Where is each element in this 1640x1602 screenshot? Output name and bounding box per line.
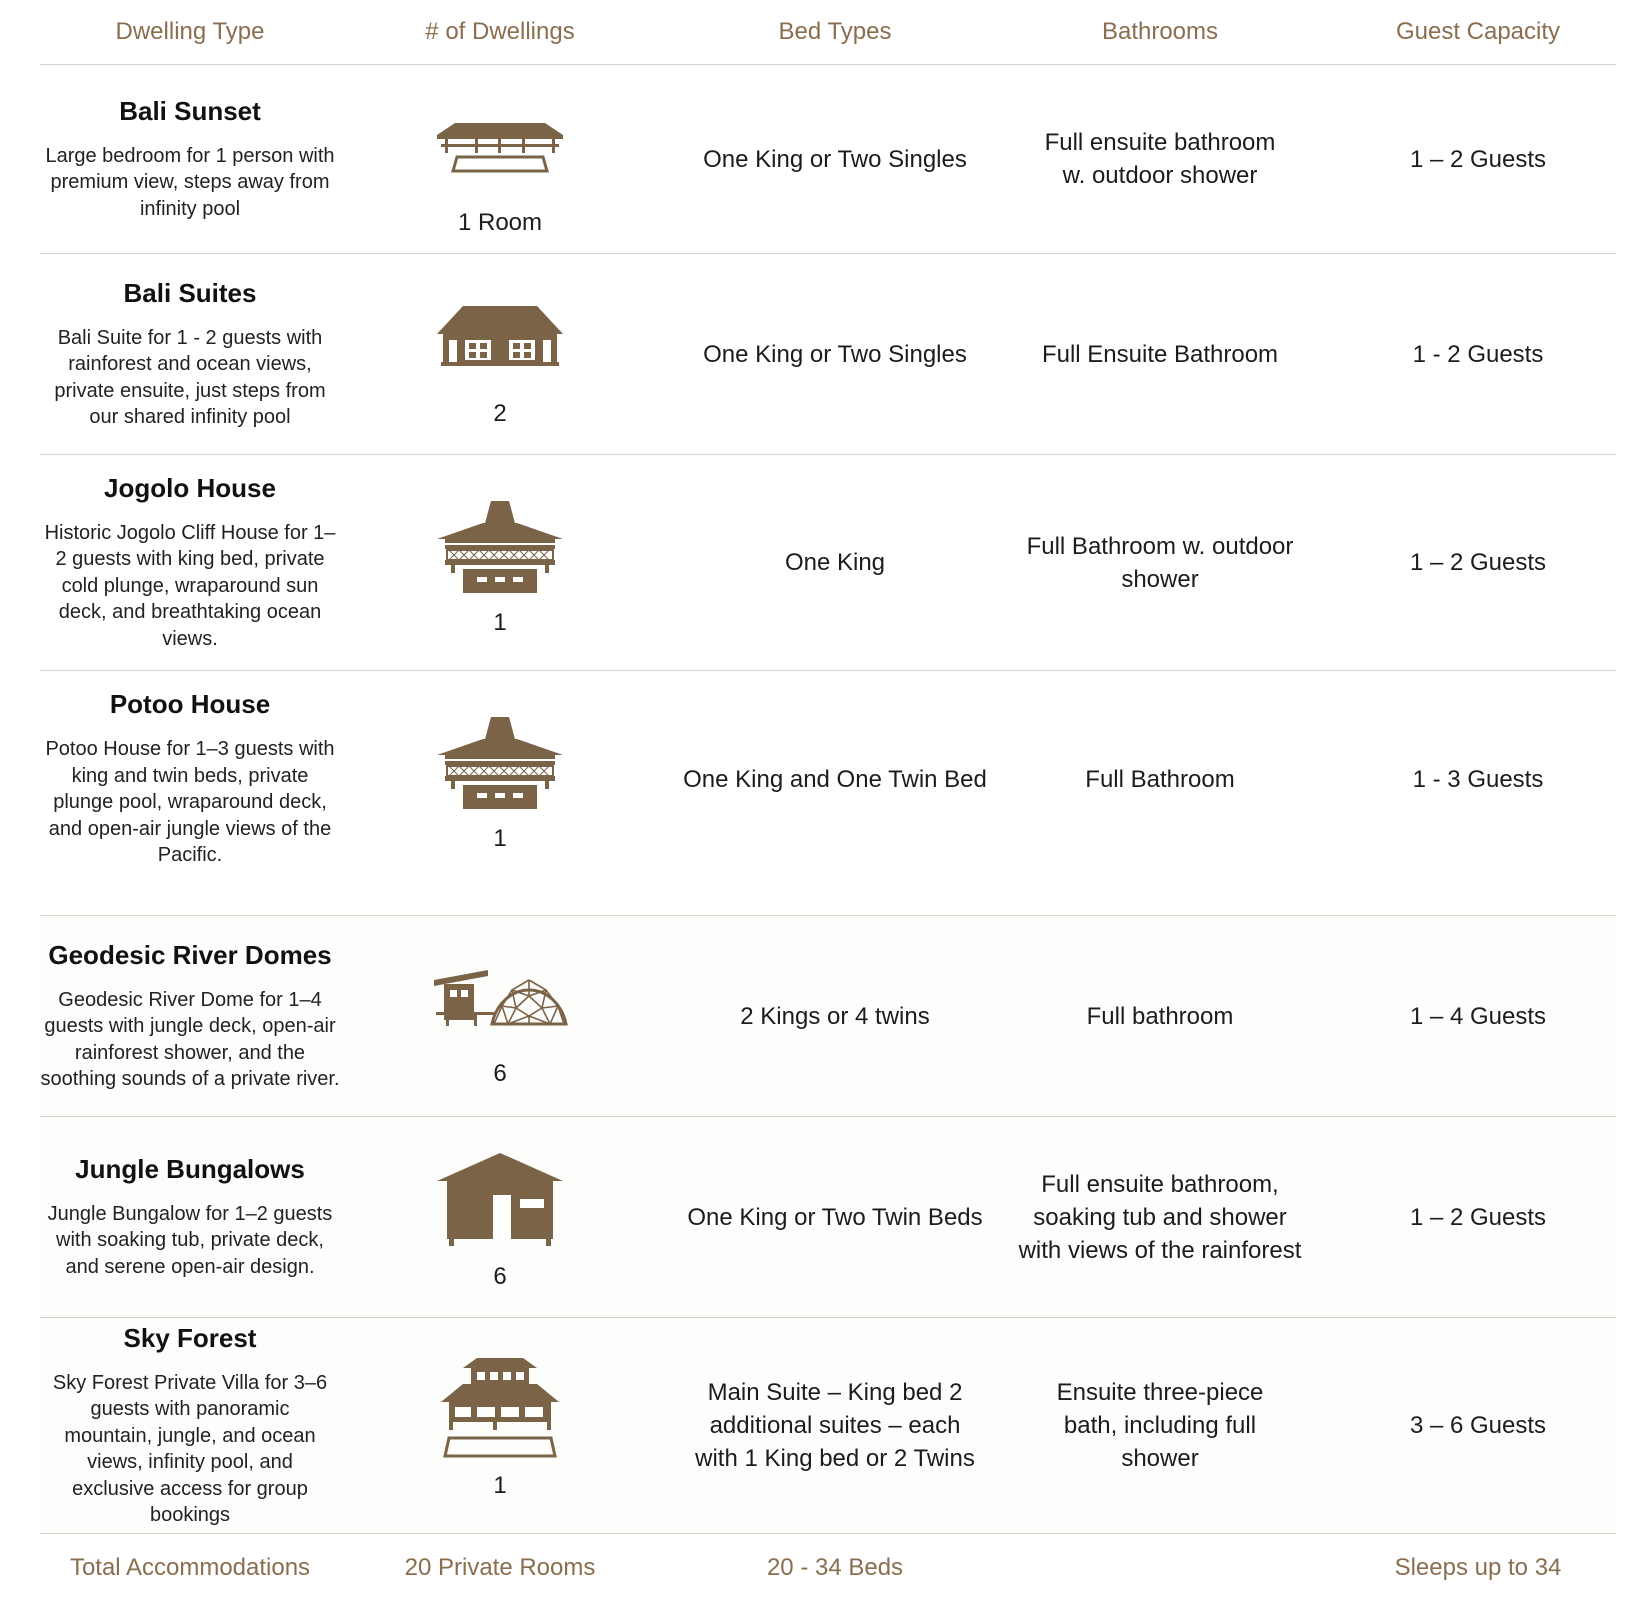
dwelling-count: 6: [493, 1060, 507, 1087]
dwelling-count: 1: [493, 825, 507, 852]
guest-capacity-value: 1 - 3 Guests: [1412, 765, 1544, 793]
guest-capacity-value: 3 – 6 Guests: [1409, 1412, 1547, 1439]
dwelling-description: Large bedroom for 1 person with premium view, steps away from infinity pool: [45, 144, 335, 220]
jungle-bungalow-icon: [435, 1151, 565, 1247]
table-row: [40, 916, 1616, 1117]
main-suite-label: Main Suite: [707, 1379, 821, 1406]
bathrooms-value: Full ensuite bathroom, soaking tub and shower with views of the rainforest: [1018, 1170, 1302, 1264]
bed-types-value: [685, 1376, 985, 1475]
header-bathrooms: Bathrooms: [1101, 18, 1219, 45]
dwelling-description: Sky Forest Private Villa for 3–6 guests with panoramic mountain, jungle, and ocean views, infinity pool, and exclusive access for group bookings: [52, 1371, 328, 1526]
bed-types-value: One King or Two Twin Beds: [687, 1203, 983, 1231]
footer-total-beds: 20 - 34 Beds: [766, 1554, 904, 1581]
geodesic-dome-icon: [432, 966, 568, 1030]
footer-total-rooms: 20 Private Rooms: [404, 1554, 596, 1581]
header-num-dwellings: # of Dwellings: [425, 18, 575, 45]
table-header: [40, 0, 1616, 65]
dwelling-count: 2: [493, 400, 507, 427]
bed-types-value: One King or Two Singles: [703, 145, 967, 173]
bathrooms-value: Full ensuite bathroom w. outdoor shower: [1044, 129, 1276, 189]
dwelling-count: 1: [493, 609, 507, 636]
bed-types-detail: – King bed 2 additional suites – each with 1 King bed or 2 Twins: [695, 1379, 975, 1472]
dwelling-count: 6: [493, 1263, 507, 1290]
dwelling-name: Jungle Bungalows: [75, 1153, 305, 1184]
footer-total-capacity: Sleeps up to 34: [1394, 1554, 1562, 1581]
bathrooms-value: Ensuite three-piece bath, including full shower: [1056, 1379, 1264, 1472]
bed-types-value: 2 Kings or 4 twins: [740, 1002, 930, 1030]
dwelling-name: Bali Sunset: [119, 95, 261, 126]
footer-total-label: Total Accommodations: [69, 1554, 311, 1581]
guest-capacity-value: 1 - 2 Guests: [1412, 340, 1544, 368]
bathrooms-value: Full Bathroom: [1085, 765, 1235, 793]
table-row: [40, 1117, 1616, 1318]
guest-capacity-value: 1 – 4 Guests: [1409, 1002, 1547, 1030]
accommodations-table: [40, 0, 1616, 1602]
bathrooms-value: Full Bathroom w. outdoor shower: [1026, 532, 1294, 593]
bathrooms-value: Full bathroom: [1086, 1002, 1234, 1030]
dwelling-name: Jogolo House: [104, 472, 276, 503]
table-row: [40, 1318, 1616, 1534]
sky-forest-villa-icon: [435, 1356, 565, 1462]
bathrooms-value: Full Ensuite Bathroom: [1041, 340, 1279, 368]
dwelling-name: Potoo House: [109, 689, 271, 720]
header-bed-types: Bed Types: [778, 18, 892, 45]
dwelling-description: Bali Suite for 1 - 2 guests with rainforest and ocean views, private ensuite, just steps from our shared infinity pool: [54, 326, 326, 428]
potoo-house-icon: [435, 715, 565, 811]
dwelling-description: Historic Jogolo Cliff House for 1–2 guests with king bed, private cold plunge, wraparound sun deck, and breathtaking ocean views.: [44, 521, 336, 650]
dwelling-description: Potoo House for 1–3 guests with king and twin beds, private plunge pool, wraparound deck, and open-air jungle views of the Pacific.: [45, 738, 335, 867]
jogolo-house-icon: [435, 499, 565, 595]
dwelling-description: Jungle Bungalow for 1–2 guests with soaking tub, private deck, and serene open-air design.: [47, 1202, 333, 1278]
dwelling-name: Geodesic River Domes: [48, 939, 332, 970]
guest-capacity-value: 1 – 2 Guests: [1409, 549, 1547, 576]
dwelling-description: Geodesic River Dome for 1–4 guests with jungle deck, open-air rainforest shower, and the soothing sounds of a private river.: [40, 988, 340, 1090]
bed-types-value: One King or Two Singles: [703, 340, 967, 368]
table-row: [40, 254, 1616, 455]
dwelling-count: 1: [493, 1472, 507, 1499]
table-row: [40, 671, 1616, 916]
table-row: [40, 455, 1616, 671]
guest-capacity-value: 1 – 2 Guests: [1409, 145, 1547, 173]
dwelling-name: Sky Forest: [123, 1322, 257, 1353]
bed-types-value: One King: [784, 549, 886, 576]
header-dwelling-type: Dwelling Type: [115, 18, 265, 45]
bali-suites-house-icon: [435, 304, 565, 368]
header-guest-capacity: Guest Capacity: [1395, 18, 1561, 45]
bali-sunset-pavilion-icon: [435, 115, 565, 175]
dwelling-count: 1 Room: [457, 209, 543, 236]
bed-types-value: One King and One Twin Bed: [683, 765, 987, 793]
table-row: [40, 65, 1616, 254]
guest-capacity-value: 1 – 2 Guests: [1409, 1203, 1547, 1231]
dwelling-name: Bali Suites: [123, 277, 257, 308]
